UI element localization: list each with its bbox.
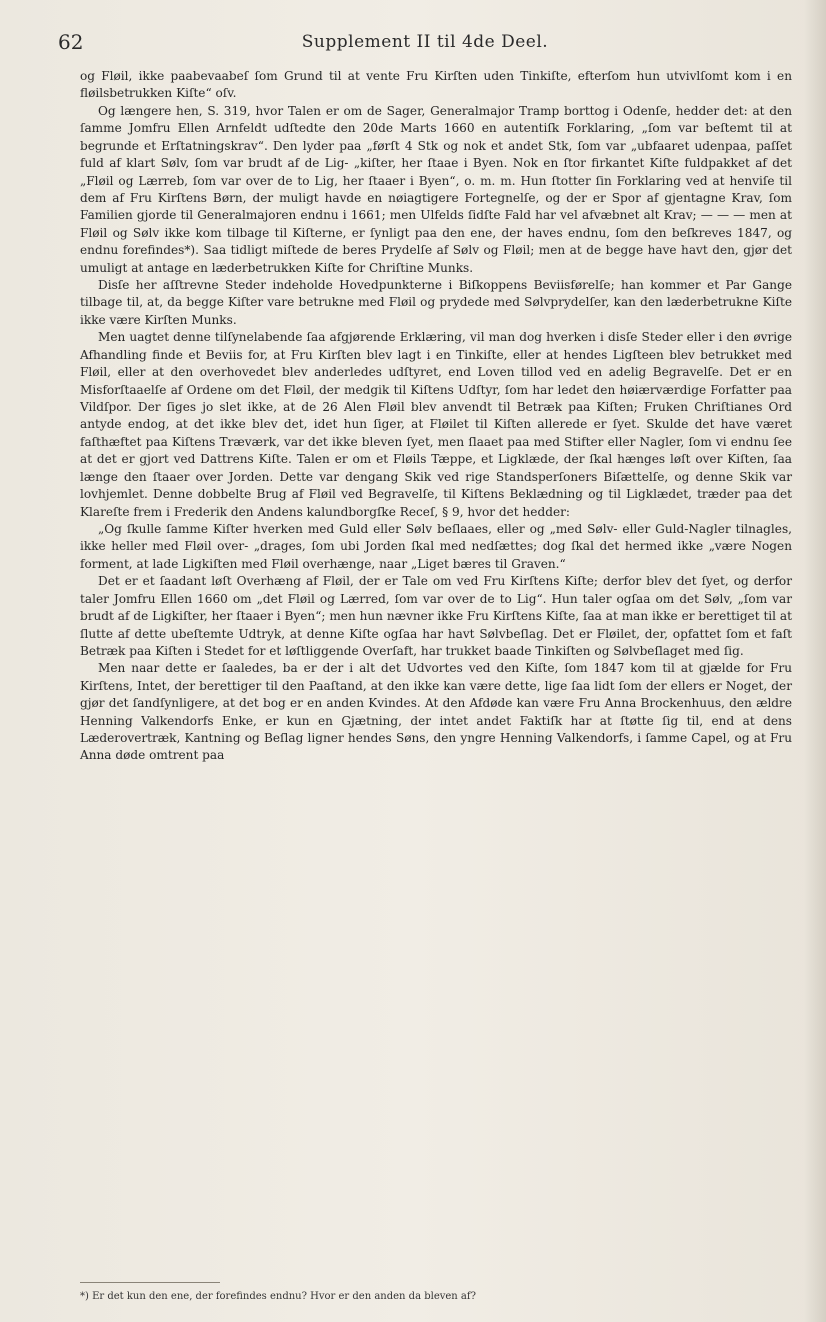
body-text	[80, 68, 792, 765]
page-header	[58, 30, 792, 60]
running-title: Supplement II til 4de Deel.	[301, 32, 549, 52]
paragraph: Disſe her aſſtrevne Steder indeholde Hovedpunkterne i Biſkoppens Beviisførelſe; han kommer et Par Gange tilbage til, at, da begge Kiſter vare betrukne med Fløil og prydede med Sølvprydelſer, kan den læderbetrukne Kiſte ikke være Kirſten Munks.	[80, 278, 792, 327]
paragraph: og Fløil, ikke paabevaabeſ ſom Grund til at vente Fru Kirſten uden Tinkiſte, efterſom hun utvivlſomt kom i en fløilsbetrukken Kiſte“ oſv.	[80, 69, 792, 101]
footnote-rule	[80, 1282, 220, 1283]
page-number: 62	[58, 30, 84, 54]
block-quote: „Og ſkulle ſamme Kiſter hverken med Guld eller Sølv beſlaaes, eller og „med Sølv- eller Guld-Nagler tilnagles, ikke heller med Fløil over- „drages, ſom ubi Jorden ſkal med nedſættes; dog ſkal det hermed ikke „være Nogen forment, at lade Ligkiſten med Fløil overhænge, naar „Liget bæres til Graven.“	[80, 521, 792, 571]
paragraph: Men naar dette er ſaaledes, ba er der i alt det Udvortes ved den Kiſte, ſom 1847 kom til at gjælde for Fru Kirſtens, Intet, der berettiger til den Paaſtand, at den ikke kan være dette, lige ſaa lidt ſom der ellers er Noget, der gjør det ſandſynligere, at det bog er en anden Kvindes. At den Afdøde kan være Fru Anna Brockenhuus, den ældre Henning Valkendorfs Enke, er kun en Gjætning, der intet andet Faktiſk har at ſtøtte ſig til, end at dens Læderovertræk, Kantning og Beſlag ligner hendes Søns, den yngre Henning Valkendorfs, i ſamme Capel, og at Fru Anna døde omtrent paa	[80, 661, 792, 763]
paragraph: Det er et ſaadant løſt Overhæng af Fløil, der er Tale om ved Fru Kirſtens Kiſte; derfor blev det ſyet, og derfor taler Jomfru Ellen 1660 om „det Fløil og Lærred, ſom var over de to Lig“. Hun taler ogſaa om det Sølv, „ſom var brudt af de Ligkiſter, her ſtaaer i Byen“; men hun nævner ikke Fru Kirſtens Kiſte, ſaa at man ikke er berettiget til at ſlutte af dette ubeſtemte Udtryk, at denne Kiſte ogſaa har havt Sølvbeſlag. Det er Fløilet, der, opfattet ſom et faſt Betræk paa Kiſten i Stedet for et løſtliggende Overſaft, har trukket baade Tinkiſten og Sølvbeſlaget med ſig.	[80, 574, 792, 658]
page-edge-shadow	[804, 0, 826, 1322]
paragraph: Men uagtet denne tilſynelabende ſaa afgjørende Erklæring, vil man dog hverken i disſe Steder eller i den øvrige Afhandling finde et Beviis for, at Fru Kirſten blev lagt i en Tinkiſte, eller at hendes Ligſteen blev betrukket med Fløil, eller at den overhovedet blev anderledes udſtyret, end Loven tillod ved en adelig Begravelſe. Det er en Misforſtaaelſe af Ordene om det Fløil, der medgik til Kiſtens Udſtyr, ſom har ledet den høiærværdige Forfatter paa Vildſpor. Der ſiges jo slet ikke, at de 26 Alen Fløil blev anvendt til Betræk paa Kiſten; Fruken Chriſtianes Ord antyde endog, at det ikke blev det, idet hun ſiger, at Fløilet til Kiſten allerede er ſyet. Skulde det have været faſthæftet paa Kiſtens Træværk, var det ikke bleven ſyet, men ſlaaet paa med Stifter eller Nagler, ſom vi endnu ſee at det er gjort ved Dattrens Kiſte. Talen er om et Fløils Tæppe, et Ligklæde, der ſkal hænges løſt over Kiſten, ſaa længe den ſtaaer over Jorden. Dette var dengang Skik ved rige Standsperſoners Biſættelſe, og denne Skik var lovhjemlet. Denne dobbelte Brug af Fløil ved Begravelſe, til Kiſtens Beklædning og til Ligklædet, træder paa det Klareſte frem i Frederik den Andens kalundborgſke Receſ, § 9, hvor det hedder:	[80, 330, 792, 519]
paragraph: Og længere hen, S. 319, hvor Talen er om de Sager, Generalmajor Tramp borttog i Odenſe, hedder det: at den ſamme Jomfru Ellen Arnfeldt udſtedte den 20de Marts 1660 en autentiſk Forklaring, „ſom var beſtemt til at begrunde et Erſtatningskrav“. Den lyder paa „førſt 4 Stk og nok et andet Stk, ſom var „ubfaaret udenpaa, paſſet fuld af klart Sølv, ſom var brudt af de Lig- „kiſter, her ſtaae i Byen. Nok en ſtor firkantet Kiſte fuldpakket af det „Fløil og Lærreb, ſom var over de to Lig, her ſtaaer i Byen“, o. m. m. Hun ſtotter ſin Forklaring ved at henviſe til dem af Fru Kirſtens Børn, der muligt havde en nøiagtigere Fortegnelſe, og der er Spor af gjentagne Krav, ſom Familien gjorde til Generalmajoren endnu i 1661; men Ulfelds ſidſte Fald har vel afvæbnet alt Krav; — — — men at Fløil og Sølv ikke kom tilbage til Kiſterne, er ſynligt paa den ene, der haves endnu, ſom den beſkreves 1847, og endnu forefindes*). Saa tidligt miſtede de beres Prydelſe af Sølv og Fløil; men at de begge have havt den, gjør det umuligt at antage en læderbetrukken Kiſte for Chriſtine Munks.	[80, 103, 792, 275]
footnote: *) Er det kun den ene, der forefindes endnu? Hvor er den anden da bleven af?	[80, 1291, 476, 1302]
